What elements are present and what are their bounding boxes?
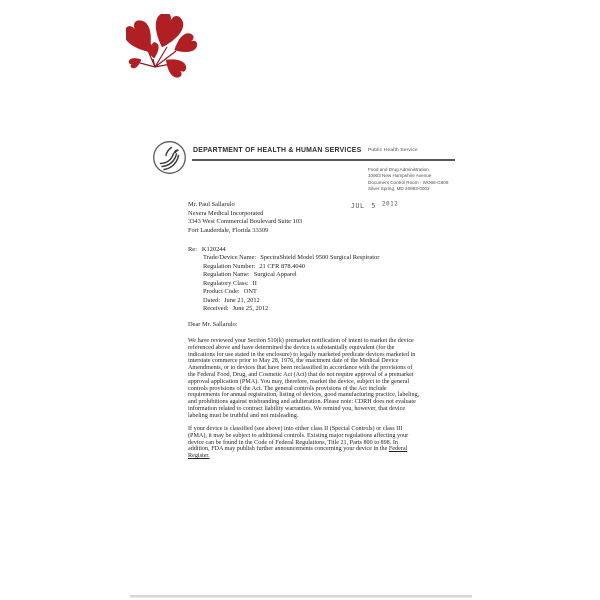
re-block bbox=[188, 246, 379, 314]
nexera-flower-logo-icon bbox=[126, 14, 200, 82]
re-field-row bbox=[203, 263, 379, 271]
re-field-label: Dated: bbox=[203, 296, 221, 304]
re-field-row bbox=[203, 297, 379, 305]
public-health-service-label: Public Health Service bbox=[368, 148, 418, 153]
re-label: Re: bbox=[188, 246, 197, 253]
recipient-address-block bbox=[188, 201, 302, 235]
fda-address-line: Food and Drug Administration bbox=[368, 167, 429, 172]
re-field-value: 21 CFR 878.4040 bbox=[259, 262, 305, 270]
re-field-value: SpectraShield Model 9500 Surgical Respirator bbox=[260, 254, 380, 262]
re-field-row bbox=[203, 288, 379, 296]
letterhead-rule bbox=[192, 159, 455, 161]
re-field-label: Trade/Device Name: bbox=[203, 254, 257, 262]
fda-address-line: Silver Spring, MD 20993-0002 bbox=[368, 185, 430, 191]
re-heading bbox=[188, 246, 379, 254]
re-number: K120244 bbox=[201, 246, 226, 253]
re-field-row bbox=[203, 271, 379, 279]
re-field-value: June 25, 2012 bbox=[232, 305, 269, 313]
body-paragraph-2 bbox=[188, 426, 420, 460]
stamp-year: 2012 bbox=[381, 200, 399, 208]
re-field-label: Regulatory Class: bbox=[203, 279, 249, 287]
recipient-line: Mr. Paul Sallarulo bbox=[188, 201, 235, 208]
re-field-row bbox=[203, 305, 379, 313]
re-field-value: ONT bbox=[243, 288, 257, 296]
recipient-line: Fort Lauderdale, Florida 33309 bbox=[188, 226, 269, 234]
re-field-value: June 21, 2012 bbox=[224, 296, 260, 304]
fda-address-block bbox=[368, 167, 468, 192]
page-bottom-edge bbox=[130, 595, 472, 598]
federal-register-underlined: Federal Register. bbox=[188, 446, 408, 460]
re-field-value: Surgical Apparel bbox=[253, 271, 297, 279]
department-title: DEPARTMENT OF HEALTH & HUMAN SERVICES bbox=[193, 147, 362, 154]
re-field-row bbox=[203, 280, 379, 288]
paragraph-2-text: If your device is classified (see above) into either class II (Special Controls) or class III (PMA), it may be subject to additional controls. Existing major regulations affecting your device can be found in the Code of Federal Regulations, Title 21, Parts 800 to 898. In addition, FDA may publish further announcements concerning your device in the bbox=[188, 426, 409, 453]
re-field-label: Regulation Number: bbox=[203, 262, 256, 270]
body-paragraph-1: We have reviewed your Section 510(k) premarket notification of intent to market the device referenced above and have determined the device is substantially equivalent (for the indications for use stated in the enclosure) to legally marketed predicate devices marketed in interstate commerce prior to May 28, 1976, the enactment date of the Medical Device Amendments, or to devices that have been reclassified in accordance with the provisions of the Federal Food, Drug, and Cosmetic Act (Act) that do not require approval of a premarket approval application (PMA). You may, therefore, market the device, subject to the general controls provisions of the Act. The general controls provisions of the Act include requirements for annual registration, listing of devices, good manufacturing practice, labeling, and prohibitions against misbranding and adulteration. Please note: CDRH does not evaluate information related to contract liability warranties. We remind you, however, that device labeling must be truthful and not misleading. bbox=[188, 338, 420, 419]
stamp-day: 5 bbox=[371, 202, 376, 210]
hhs-eagle-logo-icon bbox=[151, 139, 188, 176]
salutation: Dear Mr. Sallarulo: bbox=[188, 321, 238, 328]
received-date-stamp bbox=[351, 202, 398, 210]
recipient-line: Nexera Medical Incorporated bbox=[188, 209, 264, 217]
fda-address-line: 10903 New Hampshire Avenue bbox=[368, 173, 432, 179]
re-field-row bbox=[203, 254, 379, 262]
re-field-value: II bbox=[252, 279, 257, 287]
re-field-label: Product Code: bbox=[203, 288, 240, 296]
re-field-label: Received: bbox=[203, 305, 229, 313]
recipient-line: 3343 West Commercial Boulevard Suite 103 bbox=[188, 218, 303, 225]
stamp-month: JUL bbox=[351, 202, 365, 210]
fda-address-line: Document Control Room - WO66-G609 bbox=[368, 179, 449, 185]
re-field-label: Regulation Name: bbox=[203, 271, 250, 279]
